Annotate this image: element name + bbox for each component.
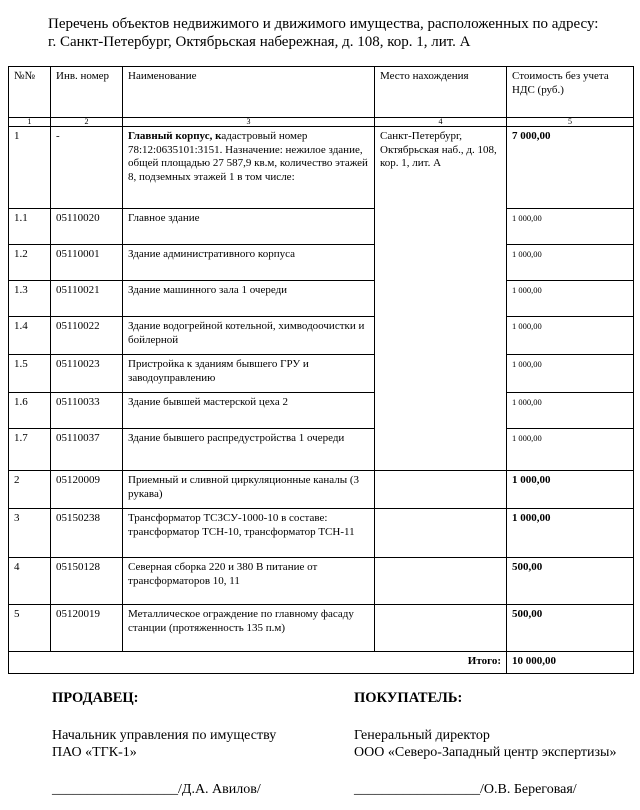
header-name: Наименование	[123, 67, 375, 118]
row-inv: 05110033	[51, 393, 123, 429]
row-location-empty	[375, 558, 507, 605]
row-cost: 1 000,00	[507, 209, 634, 245]
row-inv: -	[51, 127, 123, 209]
seller-role: ПРОДАВЕЦ:	[52, 690, 139, 706]
buyer-org: ООО «Северо-Западный центр экспертизы»	[354, 745, 617, 760]
col-number: 3	[123, 118, 375, 127]
row-num: 1.5	[9, 355, 51, 393]
row-cost: 1 000,00	[507, 245, 634, 281]
col-number: 2	[51, 118, 123, 127]
row-name	[123, 127, 375, 209]
row-name: Здание административного корпуса	[123, 245, 375, 281]
row-num: 1.6	[9, 393, 51, 429]
row-name: Пристройка к зданиям бывшего ГРУ и заводоуправлению	[123, 355, 375, 393]
column-number-row	[9, 118, 634, 127]
buyer-signature: __________________/О.В. Береговая/	[354, 782, 577, 797]
row-name: Здание водогрейной котельной, химводоочистки и бойлерной	[123, 317, 375, 355]
row-num: 4	[9, 558, 51, 605]
row-name: Здание бывшей мастерской цеха 2	[123, 393, 375, 429]
header-cost: Стоимость без учета НДС (руб.)	[507, 67, 634, 118]
total-value: 10 000,00	[507, 652, 634, 674]
row-location-empty	[375, 509, 507, 558]
table-row	[9, 471, 634, 509]
row-cost: 500,00	[507, 558, 634, 605]
row-inv: 05110023	[51, 355, 123, 393]
document-title	[48, 15, 633, 51]
row-name: Металлическое ограждение по главному фасаду станции (протяженность 135 п.м)	[123, 605, 375, 652]
row-name: Трансформатор ТСЗСУ-1000-10 в составе: трансформатор ТСН-10, трансформатор ТСН-11	[123, 509, 375, 558]
row-inv: 05110037	[51, 429, 123, 471]
row-inv: 05150238	[51, 509, 123, 558]
row-num: 5	[9, 605, 51, 652]
table-row	[9, 509, 634, 558]
seller-org: ПАО «ТГК-1»	[52, 745, 137, 760]
row-num: 1.7	[9, 429, 51, 471]
row-num: 1.3	[9, 281, 51, 317]
row-num: 3	[9, 509, 51, 558]
row-num: 1.4	[9, 317, 51, 355]
row-cost: 1 000,00	[507, 509, 634, 558]
property-table	[8, 66, 634, 674]
row-name-rest: адастровый номер 78:12:0635101:3151. Назначение: нежилое здание, общей площадью 27 587,9 кв.м, количество этажей 8, подземных этажей 1 в том числе:	[128, 130, 368, 183]
header-inv: Инв. номер	[51, 67, 123, 118]
row-cost: 1 000,00	[507, 393, 634, 429]
total-row	[9, 652, 634, 674]
row-inv: 05150128	[51, 558, 123, 605]
seller-signature: __________________/Д.А. Авилов/	[52, 782, 261, 797]
row-inv: 05120009	[51, 471, 123, 509]
title-line-2: г. Санкт-Петербург, Октябрьская набережная, д. 108, кор. 1, лит. А	[48, 34, 471, 50]
table-row	[9, 393, 634, 429]
buyer-role: ПОКУПАТЕЛЬ:	[354, 690, 463, 706]
total-label: Итого:	[9, 652, 507, 674]
row-cost: 1 000,00	[507, 281, 634, 317]
row-inv: 05110022	[51, 317, 123, 355]
table-row	[9, 127, 634, 209]
row-name: Здание машинного зала 1 очереди	[123, 281, 375, 317]
table-row	[9, 558, 634, 605]
row-cost: 500,00	[507, 605, 634, 652]
buyer-position: Генеральный директор	[354, 728, 490, 743]
row-name: Приемный и сливной циркуляционные каналы (3 рукава)	[123, 471, 375, 509]
row-cost: 7 000,00	[507, 127, 634, 209]
seller-block	[52, 690, 276, 798]
row-inv: 05110020	[51, 209, 123, 245]
col-number: 1	[9, 118, 51, 127]
row-name: Северная сборка 220 и 380 В питание от трансформаторов 10, 11	[123, 558, 375, 605]
seller-position: Начальник управления по имуществу	[52, 728, 277, 743]
table-row	[9, 209, 634, 245]
table-row	[9, 355, 634, 393]
header-location: Место нахождения	[375, 67, 507, 118]
row-location: Санкт-Петербург, Октябрьская наб., д. 108, кор. 1, лит. А	[375, 127, 507, 471]
table-row	[9, 317, 634, 355]
col-number: 4	[375, 118, 507, 127]
row-cost: 1 000,00	[507, 471, 634, 509]
row-name: Главное здание	[123, 209, 375, 245]
row-cost: 1 000,00	[507, 355, 634, 393]
row-inv: 05120019	[51, 605, 123, 652]
row-location-empty	[375, 605, 507, 652]
title-line-1: Перечень объектов недвижимого и движимого имущества, расположенных по адресу:	[48, 16, 599, 32]
table-row	[9, 281, 634, 317]
row-num: 2	[9, 471, 51, 509]
table-row	[9, 605, 634, 652]
row-num: 1.2	[9, 245, 51, 281]
row-name-bold: Главный корпус, к	[128, 130, 222, 142]
col-number: 5	[507, 118, 634, 127]
row-num: 1	[9, 127, 51, 209]
table-row	[9, 429, 634, 471]
table-header-row	[9, 67, 634, 118]
header-num: №№	[9, 67, 51, 118]
row-cost: 1 000,00	[507, 317, 634, 355]
row-cost: 1 000,00	[507, 429, 634, 471]
row-inv: 05110001	[51, 245, 123, 281]
table-row	[9, 245, 634, 281]
row-name: Здание бывшего распредустройства 1 очереди	[123, 429, 375, 471]
row-num: 1.1	[9, 209, 51, 245]
row-inv: 05110021	[51, 281, 123, 317]
buyer-block	[354, 690, 616, 798]
row-location-empty	[375, 471, 507, 509]
